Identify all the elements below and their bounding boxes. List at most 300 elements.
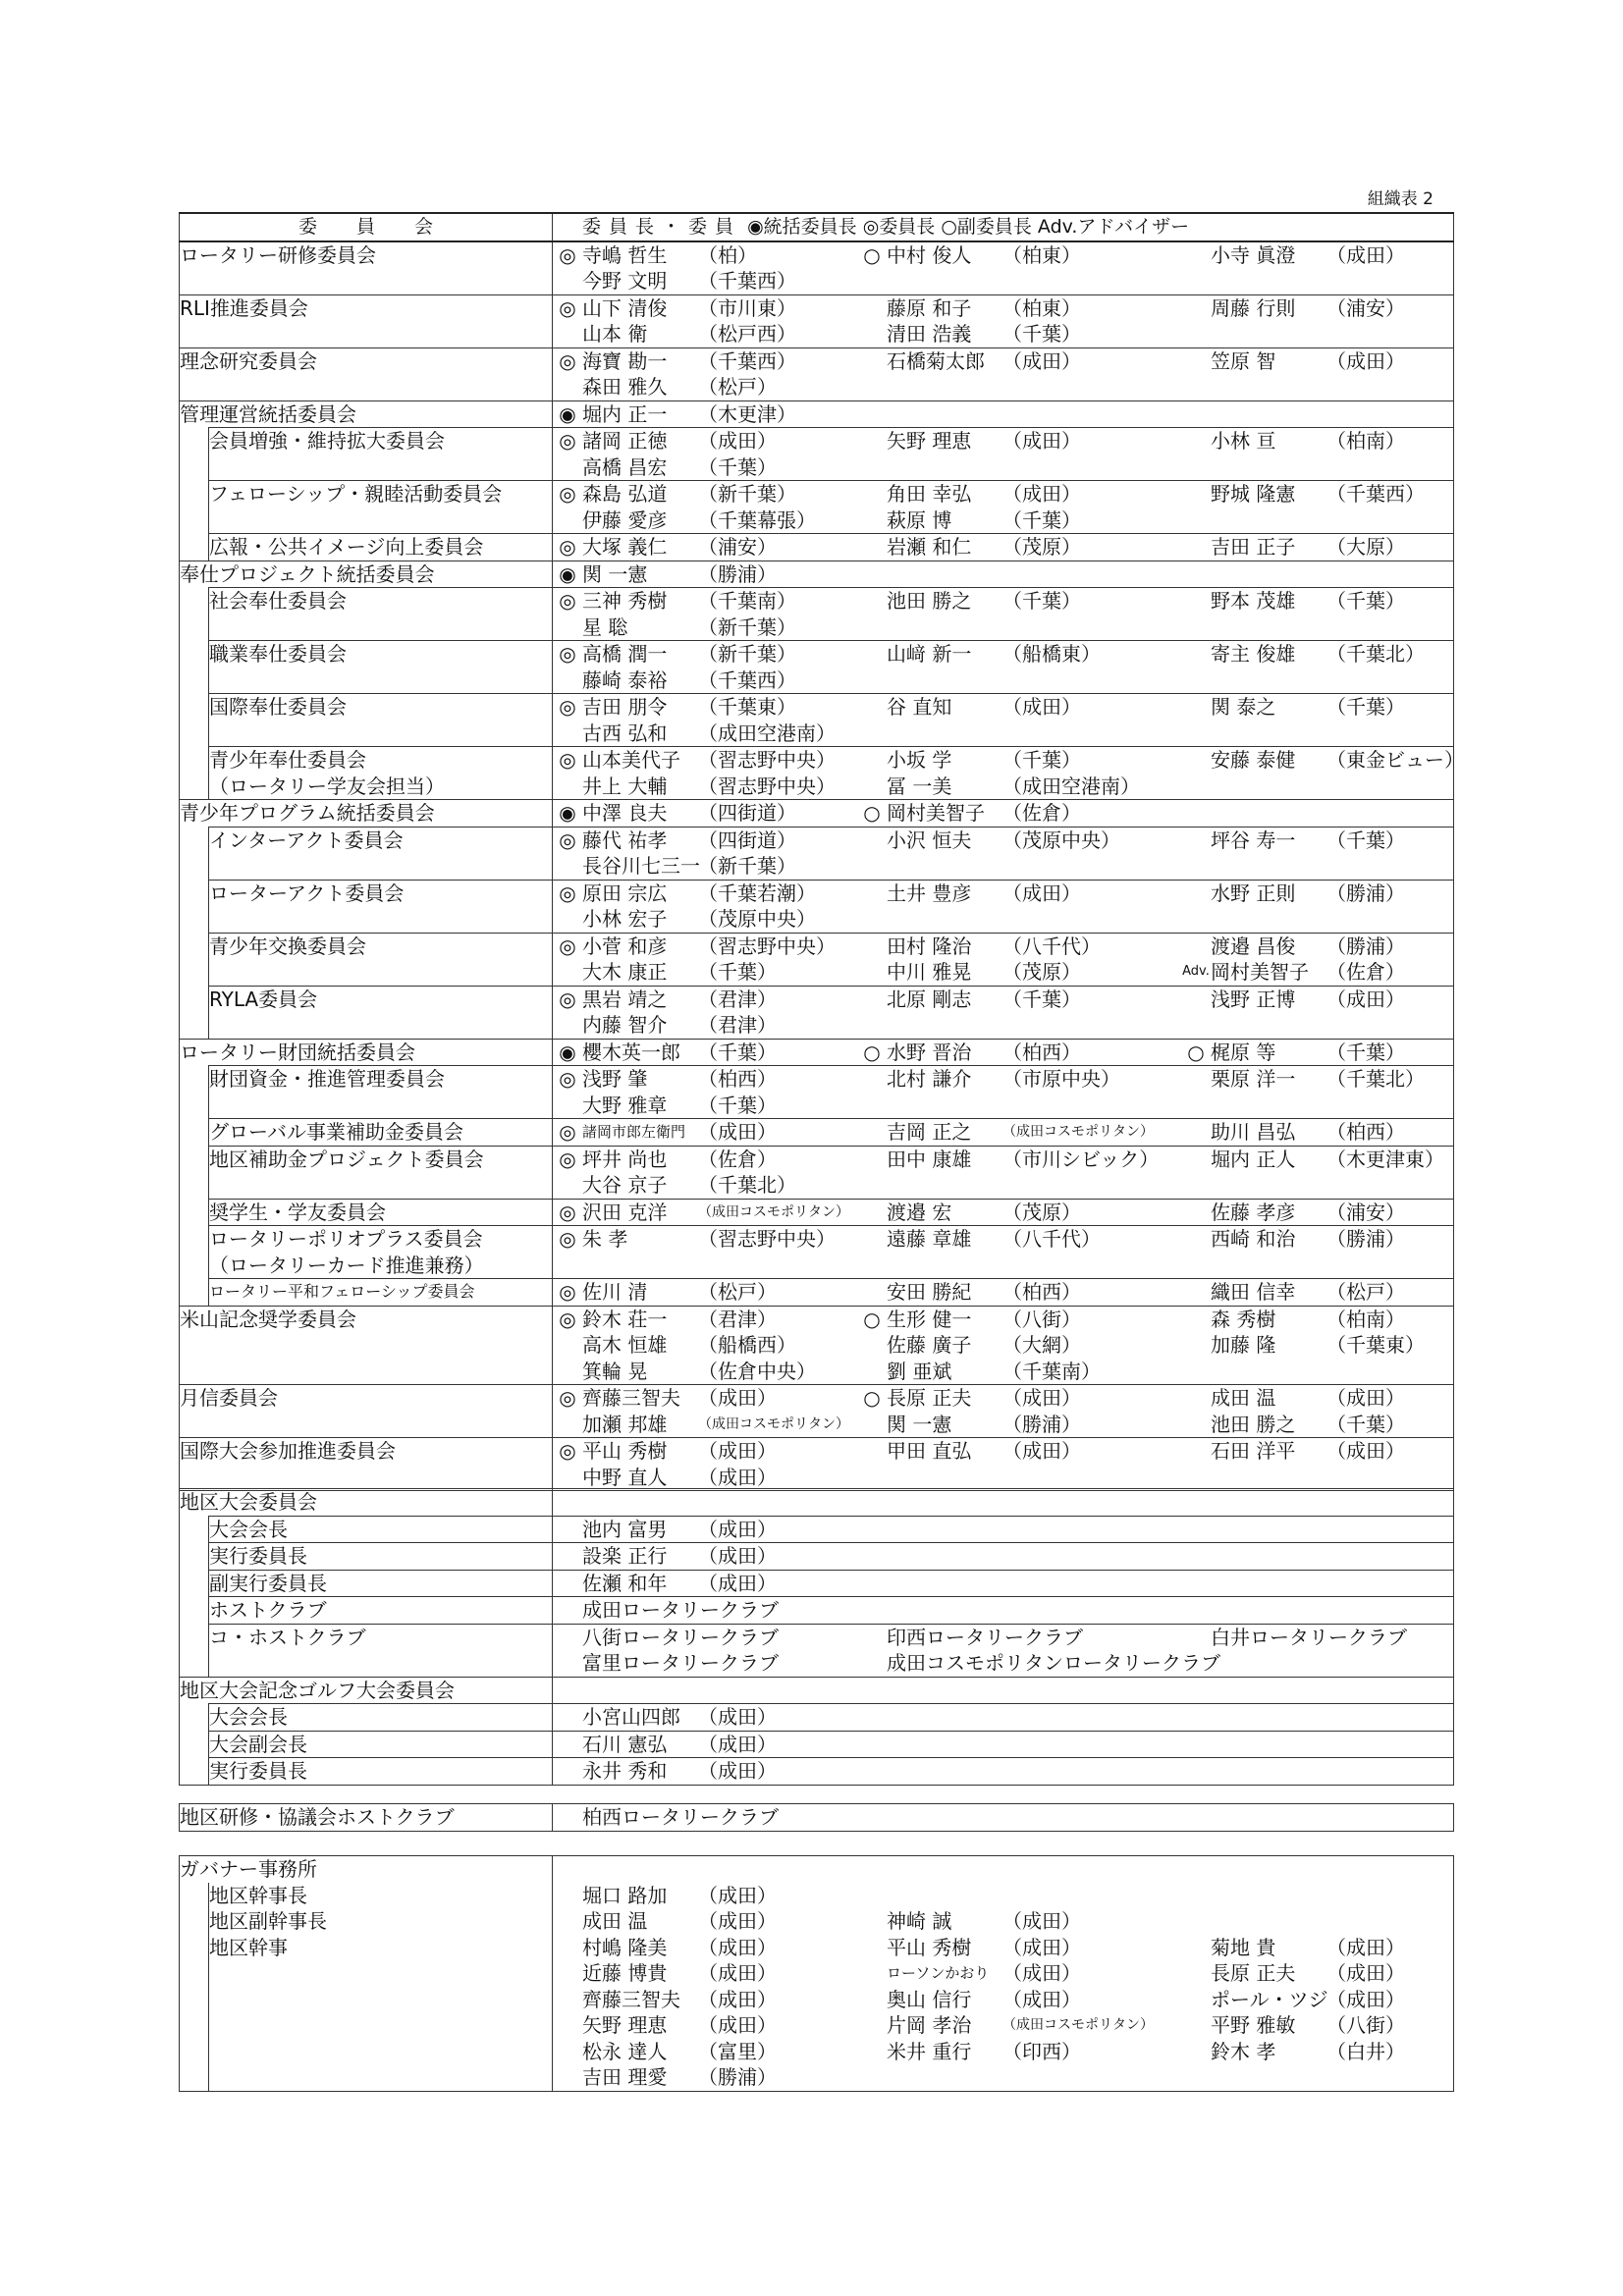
member-name: 田村 隆治 [887,934,972,958]
committee-name [209,747,553,800]
members-cell [553,481,1454,534]
committee-row [180,1908,1454,1935]
member-club: （四街道） [698,801,797,825]
role-mark [1181,694,1211,721]
member [1181,694,1476,721]
members-cell [553,588,1454,641]
role-mark [1181,1625,1211,1651]
member [553,1307,857,1333]
role-mark: ○ [863,1040,881,1064]
member [553,321,857,347]
committee-name-text: 米山記念奨学委員会 [180,1307,356,1331]
member [553,534,857,561]
member-club: （市原中央） [1002,1067,1121,1091]
member [553,641,857,667]
member [1181,1307,1476,1333]
member-club: （市川シビック） [1002,1147,1160,1171]
committee-name-text: 奨学生・学友委員会 [209,1200,386,1224]
member-name: 栗原 洋一 [1211,1067,1296,1091]
committee-row [180,1543,1454,1571]
member [553,1359,857,1385]
member-name: 海寶 勘一 [582,348,668,373]
committee-table [179,212,1465,1491]
committee-row [180,588,1454,641]
member-name: 小宮山四郎 [582,1705,680,1729]
member-club: （成田） [698,1439,778,1463]
members-grid [553,1066,1453,1118]
member-club: （柏西） [1326,1120,1406,1144]
member-club: （成田） [698,429,778,453]
members-grid [553,828,1453,880]
member-club: （成田） [698,1987,777,2011]
role-mark: ◎ [559,1227,576,1251]
member [553,881,857,907]
committee-name-text: ホストクラブ [209,1598,327,1622]
members-grid [553,428,1453,480]
member [1181,881,1476,907]
member [857,1066,1181,1093]
indent-cell [180,827,209,880]
committee-name [209,534,553,561]
member [857,800,1181,827]
member-club: （成田） [1326,1935,1405,1959]
member [857,1359,1181,1385]
member-club: （勝浦） [1326,1227,1406,1251]
member-name: 大塚 義仁 [582,535,668,559]
member [553,800,857,827]
role-mark [857,774,887,800]
member-club: （成田） [698,1935,777,1959]
member-club: （千葉北） [1326,1067,1426,1091]
member-club: （白井） [1326,2039,1405,2063]
role-mark: ◎ [559,1147,576,1171]
member-name: 齊藤三智夫 [582,1386,681,1410]
member [553,721,857,747]
member [1181,1987,1476,2013]
members-cell [553,880,1454,933]
role-mark [1181,1066,1211,1093]
committee-name-text: 広報・公共イメージ向上委員会 [209,535,484,559]
member [857,1040,1181,1066]
header-members-cell [553,213,1454,241]
members-grid [553,1597,1453,1624]
committee-name-note: （ロータリー学友会担当） [209,774,445,798]
indent-cell [180,1146,209,1199]
role-mark [857,641,887,667]
role-mark [857,987,887,1013]
committee-name [209,880,553,933]
role-mark [553,1732,582,1758]
members-cell [553,800,1454,828]
member [553,1385,857,1412]
indent-cell [180,1624,209,1677]
member-club: （千葉） [1326,1412,1406,1436]
member-club: （成田） [698,1517,777,1541]
role-mark: ○ [863,1307,881,1331]
role-mark: ◎ [559,1386,576,1410]
member-club: （千葉東） [1326,1333,1426,1357]
member-name: 浅野 正博 [1211,987,1296,1011]
committee-name [209,1516,553,1543]
member [857,534,1181,561]
committee-name-text: ロータリー平和フェローシップ委員会 [209,1282,475,1301]
role-mark [857,348,887,375]
committee-name [180,1306,553,1385]
member-name: 坪谷 寿一 [1211,828,1296,852]
member-name: 高橋 昌宏 [582,454,668,479]
member-club: （勝浦） [698,2065,777,2089]
member [553,934,857,960]
member-club: （成田） [1002,482,1082,506]
role-mark: ◎ [559,482,576,506]
members-grid [553,1625,1453,1677]
role-mark [553,268,582,294]
role-mark [1181,1987,1211,2013]
committee-name [180,800,553,828]
indent-cell [180,428,209,481]
members-grid [553,1804,1453,1831]
members-grid [553,1856,1453,1883]
members-cell [553,1856,1454,1883]
committee-name-text: ローターアクト委員会 [209,881,405,905]
member-name: 中澤 良夫 [582,801,668,825]
member [1181,1066,1476,1093]
committee-row [180,1438,1454,1491]
member-club: （成田） [1326,1961,1405,1985]
members-grid [553,1935,1453,2091]
role-mark [553,1359,582,1385]
member [1181,934,1476,960]
role-mark [553,667,582,694]
role-mark [1181,987,1211,1013]
committee-row [180,1624,1454,1677]
role-mark [857,321,887,347]
member [857,828,1181,854]
member [857,1279,1181,1306]
committee-name [209,481,553,534]
committee-name [209,1908,553,1935]
member-name: 中村 俊人 [887,242,972,267]
member [857,641,1181,667]
role-mark [553,1543,582,1570]
members-cell [553,241,1454,295]
member-club: （松戸西） [698,322,797,346]
committee-row [180,694,1454,747]
role-mark [553,1650,582,1677]
members-grid [553,1489,1453,1516]
member-name: 周藤 行則 [1211,295,1296,320]
member-club: （柏西） [1002,1040,1082,1064]
committee-name-text: 管理運営統括委員会 [180,401,356,426]
member-club: （習志野中央） [698,1227,837,1251]
member-club: （千葉） [1002,589,1082,613]
role-mark: ◎ [559,1439,576,1463]
member-name: 山本 衛 [582,322,648,346]
role-mark [553,1935,582,1961]
member-name: 箕輪 晃 [582,1359,648,1383]
role-mark [1181,1147,1211,1173]
members-grid [553,1678,1453,1704]
member-club: （君津） [698,987,778,1011]
member-club: （君津） [698,1013,778,1037]
member-club: （千葉西） [698,269,797,293]
indent-cell [180,747,209,800]
governor-office-table [179,1855,1454,2092]
member [553,268,857,294]
member [857,428,1181,454]
role-mark [1181,481,1211,507]
role-mark: ◎ [559,642,576,666]
member-name: 成田 温 [582,1909,648,1933]
committee-name-text: 奉仕プロジェクト統括委員会 [180,561,435,586]
role-mark [553,321,582,347]
members-cell [553,1489,1454,1517]
committee-name-text: 国際大会参加推進委員会 [180,1439,396,1463]
indent-cell [180,1119,209,1147]
members-cell [553,1908,1454,1935]
role-mark [553,721,582,747]
members-cell [553,1306,1454,1385]
committee-row [180,1935,1454,2092]
member [553,1883,857,1909]
committee-name [209,1624,553,1677]
member-name: 劉 亜斌 [887,1359,952,1383]
member-club: （千葉西） [1326,482,1426,506]
member [857,242,1181,269]
indent-cell [180,1935,209,2092]
member-name: 吉田 正子 [1211,535,1296,559]
role-mark [1181,1200,1211,1226]
member-name: 米井 重行 [887,2039,972,2063]
member-club: （成田コスモポリタン） [1002,1124,1155,1140]
member-name: 堀口 路加 [582,1883,668,1907]
member [553,694,857,721]
member-name: 藤原 和子 [887,295,972,320]
member [857,588,1181,614]
role-mark [553,1465,582,1491]
role-mark [553,1597,582,1624]
committee-name-text: 地区補助金プロジェクト委員会 [209,1147,484,1171]
member [553,1571,857,1597]
member-club: （木更津） [698,401,797,426]
member [1181,428,1476,454]
members-cell [553,1597,1454,1625]
member [553,1093,857,1119]
member [1181,2012,1476,2039]
member-name: 加藤 隆 [1211,1333,1276,1357]
member [1181,1332,1476,1359]
committee-name-text: 地区幹事長 [209,1883,307,1907]
role-mark: ◎ [559,242,576,267]
committee-row [180,1856,1454,1883]
member-club: （浦安） [1326,1200,1406,1224]
role-mark [857,694,887,721]
member-name: 田中 康雄 [887,1147,972,1171]
member-club: （八千代） [1002,1227,1102,1251]
member [553,1987,857,2013]
header-committee: 委員会 [180,213,553,241]
member [553,1438,857,1465]
member [1181,1279,1476,1306]
members-cell [553,1199,1454,1226]
member [857,321,1181,347]
role-mark [857,481,887,507]
member-club: （市川東） [698,295,797,320]
member-name: 矢野 理恵 [582,2013,668,2037]
member-name: 平山 秀樹 [887,1935,972,1959]
members-grid [553,641,1453,693]
member-name: 藤崎 泰裕 [582,667,668,692]
member-club: （成田） [1002,1987,1081,2011]
member [1181,1119,1476,1146]
committee-row [180,1731,1454,1758]
member-name: 星 聡 [582,614,628,639]
role-mark [553,1332,582,1359]
role-mark: ○ [863,1386,881,1410]
member [553,1758,857,1785]
member-name: 成田ロータリークラブ [582,1598,779,1622]
member-name: 朱 孝 [582,1227,628,1251]
committee-name-text: 副実行委員長 [209,1571,327,1595]
member [553,667,857,694]
member-club: （成田コスモポリタン） [698,1203,850,1220]
member [553,481,857,507]
members-cell [553,1066,1454,1119]
member-club: （千葉） [1326,828,1406,852]
members-grid [553,1732,1453,1758]
indent-cell [180,1516,209,1543]
role-mark [1181,1119,1211,1146]
member [553,828,857,854]
member [1181,641,1476,667]
member-name: 佐瀬 和年 [582,1571,668,1595]
role-mark [1181,242,1211,269]
role-mark [857,507,887,534]
member-name: 冨 一美 [887,774,952,798]
role-mark [857,534,887,561]
committee-name [209,1935,553,2092]
members-grid [553,1119,1453,1146]
member [857,934,1181,960]
member-club: （柏南） [1326,429,1406,453]
committee-row [180,1039,1454,1066]
member [553,561,857,588]
member-name: 関 一憲 [582,561,648,586]
member-club: （柏東） [1002,242,1082,267]
committee-name-text: 理念研究委員会 [180,348,317,373]
member-name: 三神 秀樹 [582,589,668,613]
member-club: （成田） [698,2013,777,2037]
members-grid [553,1147,1453,1199]
role-mark: ◎ [559,1120,576,1144]
members-grid [553,348,1453,400]
members-grid [553,881,1453,933]
member-club: （成田） [1002,695,1082,719]
member-name: 池内 富男 [582,1517,668,1541]
member-name: 角田 幸弘 [887,482,972,506]
member [553,2012,857,2039]
role-mark [1181,2039,1211,2065]
role-mark [553,1012,582,1039]
member-club: （柏西） [698,1067,778,1091]
members-cell [553,827,1454,880]
committee-name [180,400,553,428]
role-mark [553,774,582,800]
member [857,1332,1181,1359]
committee-name [209,1704,553,1732]
role-mark [857,1987,887,2013]
member-club: （成田） [698,1759,777,1783]
role-mark [553,1704,582,1731]
members-grid [553,934,1453,986]
members-cell [553,1279,1454,1307]
committee-name [180,1039,553,1066]
members-grid [553,1883,1453,1909]
role-mark [857,2039,887,2065]
committee-name [180,1856,553,1883]
member-club: （成田） [1326,242,1406,267]
role-mark [857,881,887,907]
member-name: 浅野 肇 [582,1067,648,1091]
committee-name-text: 地区幹事 [209,1935,288,1959]
member [1181,588,1476,614]
member-club: （富里） [698,2039,777,2063]
member [553,1597,857,1624]
member-name: 平山 秀樹 [582,1439,668,1463]
member [857,1935,1181,1961]
role-mark [1181,747,1211,774]
member-club: （千葉若潮） [698,881,817,905]
committee-name-text: 青少年プログラム統括委員会 [180,801,435,825]
member [1181,959,1476,986]
role-mark [553,1987,582,2013]
member [553,1332,857,1359]
members-cell [553,1226,1454,1279]
member-club: （習志野中央） [698,774,837,798]
member-name: 笠原 智 [1211,348,1276,373]
member [553,1489,857,1516]
member-club: （千葉） [1326,1040,1406,1064]
member-club: （佐倉） [698,1147,778,1171]
member [553,614,857,641]
role-mark [1181,588,1211,614]
member-name: 神崎 誠 [887,1909,952,1933]
members-grid [553,1704,1453,1731]
role-mark [553,1412,582,1438]
member-name: 遠藤 章雄 [887,1227,972,1251]
member-name: 小坂 学 [887,748,952,772]
members-grid [553,481,1453,533]
role-mark [553,959,582,986]
committee-name-text: 大会会長 [209,1705,288,1729]
role-mark [857,1066,887,1093]
header-legend: ◉統括委員長 ◎委員長 ○副委員長 Adv.アドバイザー [747,216,1190,238]
member-club: （松戸） [698,1280,778,1304]
committee-row [180,534,1454,561]
member-name: 萩原 博 [887,507,952,532]
committee-name-text: ロータリー財団統括委員会 [180,1040,415,1064]
committee-name [209,1883,553,1909]
role-mark: ◎ [559,1307,576,1331]
role-mark [857,1412,887,1438]
member [1181,1960,1476,1987]
committee-row [180,641,1454,694]
role-mark [1181,828,1211,854]
committee-name-text: 国際奉仕委員会 [209,695,347,719]
members-grid [553,1908,1453,1935]
member-name: 大木 康正 [582,960,668,984]
member-name: 高橋 潤一 [582,642,668,666]
